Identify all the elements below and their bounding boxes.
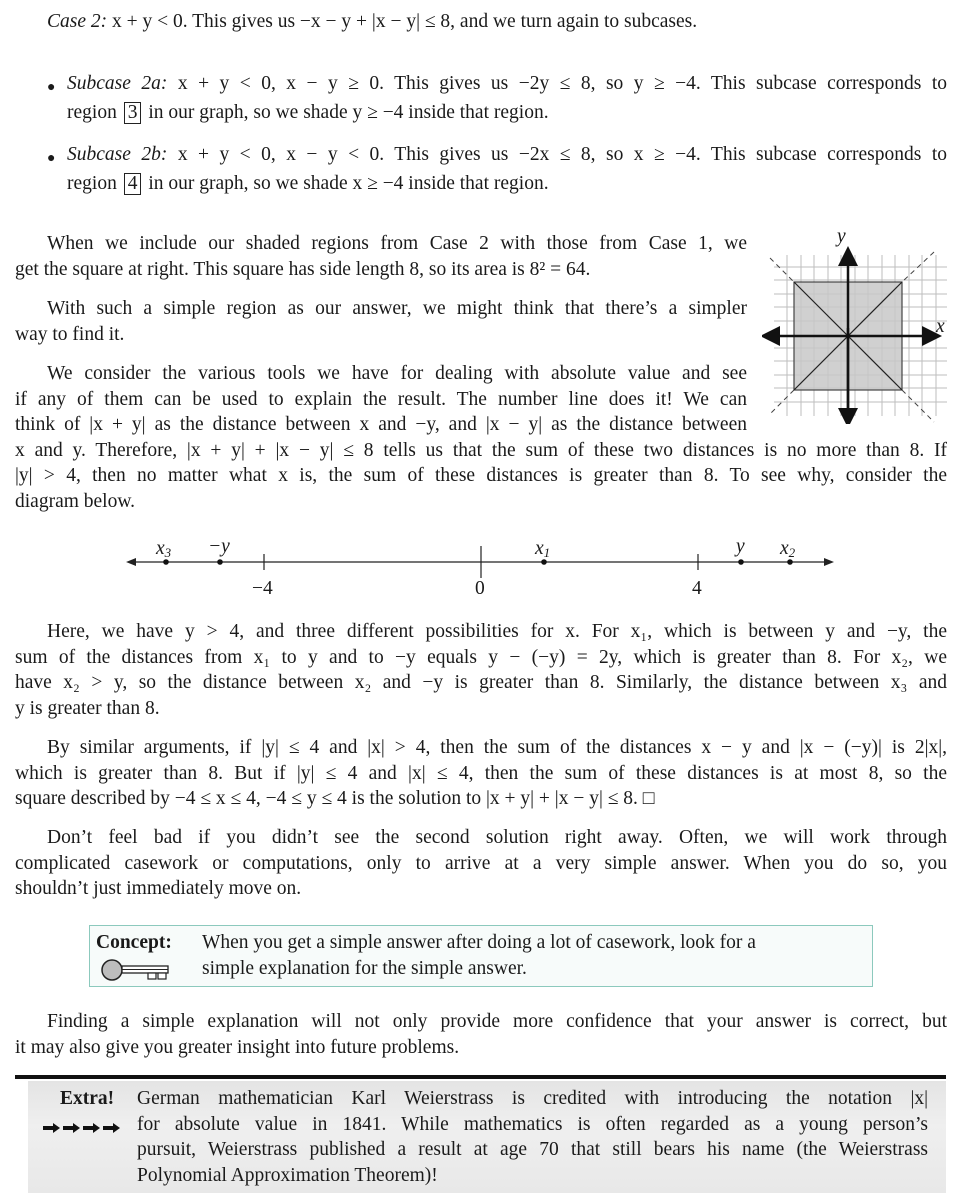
extra-line: pursuit, Weierstrass published a result at age 70 that still bears his name (the Weierstrass: [137, 1139, 928, 1160]
subcase-2a-line2: in our graph, so we shade y ≥ −4 inside that region.: [148, 101, 549, 123]
case2-label: Case 2:: [47, 11, 108, 32]
point-label-x2: $x_2$: [780, 538, 796, 560]
square-graph: [762, 228, 957, 424]
text-line: Here, we have y > 4, and three different possibilities for x. For x₁, which is between y and −y, the: [47, 621, 947, 642]
concept-text: [202, 930, 862, 981]
point-label-x1: $x_1$: [535, 538, 551, 560]
text-line: With such a simple region as our answer, we might think that there’s a simpler: [47, 298, 747, 319]
bullet-icon: ●: [47, 80, 56, 95]
text-line: have x₂ > y, so the distance between x₂ and −y is greater than 8. Similarly, the distance between x₃ and: [15, 672, 947, 693]
point-label-neg-y: −y: [208, 536, 230, 557]
text-line: if any of them can be used to explain the result. The number line does it! We can: [15, 388, 747, 410]
extra-line: Polynomial Approximation Theorem)!: [137, 1164, 438, 1186]
paragraph-simpler: [15, 296, 747, 347]
bullet-icon: ●: [47, 151, 56, 166]
square-graph-svg: [762, 228, 957, 424]
region-word: region: [67, 172, 117, 194]
extra-box: [28, 1081, 946, 1193]
subcase-2b: [67, 142, 947, 196]
key-icon: [100, 958, 172, 990]
x-axis-label: x: [936, 316, 945, 337]
tick-label: −4: [252, 578, 273, 599]
subcase-2b-line2: in our graph, so we shade x ≥ −4 inside that region.: [148, 172, 549, 194]
paragraph-square: [15, 231, 747, 282]
extra-line: German mathematician Karl Weierstrass is credited with introducing the notation |x|: [137, 1088, 928, 1109]
text-line: think of |x + y| as the distance between x and −y, and |x − y| as the distance between: [15, 414, 747, 435]
text-line: it may also give you greater insight into future problems.: [15, 1036, 460, 1058]
region-box-3: 3: [124, 102, 142, 124]
point-label-x3: $x_3$: [156, 538, 172, 560]
text-line: Don’t feel bad if you didn’t see the second solution right away. Often, we will work through: [47, 827, 947, 848]
text-line: |y| > 4, then no matter what x is, the sum of these distances is greater than 8. To see why, consider the: [15, 465, 947, 486]
paragraph-similar-arguments: [15, 735, 947, 812]
extra-text: [137, 1086, 928, 1188]
paragraph-dont-feel-bad: [15, 825, 947, 902]
subcase-2b-label: Subcase 2b:: [67, 144, 168, 165]
text-line: We consider the various tools we have for dealing with absolute value and see: [47, 363, 747, 384]
text-line: x and y. Therefore, |x + y| + |x − y| ≤ 8 tells us that the sum of these two distances is no more than 8. If: [15, 439, 947, 461]
text-line: diagram below.: [15, 490, 136, 512]
subcase-2b-line1: x + y < 0, x − y < 0. This gives us −2x ≤ 8, so x ≥ −4. This subcase corresponds to: [167, 144, 947, 165]
concept-label: Concept:: [96, 932, 172, 953]
case2-paragraph: [47, 9, 927, 35]
y-axis-label: y: [837, 226, 846, 247]
concept-line: simple explanation for the simple answer.: [202, 957, 527, 979]
text-line: way to find it.: [15, 323, 125, 345]
paragraph-finding-simple: [15, 1009, 947, 1060]
point-label-y: y: [736, 536, 745, 557]
subcase-2a-line1: x + y < 0, x − y ≥ 0. This gives us −2y ≤ 8, so y ≥ −4. This subcase corresponds to: [167, 73, 947, 94]
extra-divider: [15, 1075, 946, 1079]
text-line: complicated casework or computations, only to arrive at a very simple answer. When you do so, you: [15, 852, 947, 874]
tick-label: 4: [692, 578, 702, 599]
subcase-2a-label: Subcase 2a:: [67, 73, 168, 94]
region-word: region: [67, 101, 117, 123]
extra-label: Extra!: [60, 1088, 115, 1109]
number-line-diagram: [120, 532, 840, 602]
paragraph-three-possibilities: [15, 619, 947, 721]
tick-label: 0: [475, 578, 485, 599]
extra-line: for absolute value in 1841. While mathematics is often regarded as a young person’s: [137, 1113, 928, 1135]
concept-line: When you get a simple answer after doing a lot of casework, look for a: [202, 932, 756, 953]
case2-text: x + y < 0. This gives us −x − y + |x − y| ≤ 8, and we turn again to subcases.: [107, 11, 698, 32]
text-line: get the square at right. This square has side length 8, so its area is 8² = 64.: [15, 258, 591, 280]
text-line: Finding a simple explanation will not only provide more confidence that your answer is correct, but: [47, 1011, 947, 1032]
text-line: square described by −4 ≤ x ≤ 4, −4 ≤ y ≤ 4 is the solution to |x + y| + |x − y| ≤ 8. □: [15, 788, 655, 809]
subcase-2a: [67, 71, 947, 125]
concept-box: [89, 925, 873, 987]
text-line: y is greater than 8.: [15, 697, 160, 719]
text-line: When we include our shaded regions from Case 2 with those from Case 1, we: [47, 233, 747, 254]
arrows-icon: [43, 1116, 123, 1142]
region-box-4: 4: [124, 173, 142, 195]
text-line: which is greater than 8. But if |y| ≤ 4 and |x| ≤ 4, then the sum of these distances is at most 8, so the: [15, 762, 947, 784]
text-line: shouldn’t just immediately move on.: [15, 878, 302, 899]
text-line: sum of the distances from x₁ to y and to −y equals y − (−y) = 2y, which is greater than 8. For x₂, we: [15, 646, 947, 668]
text-line: By similar arguments, if |y| ≤ 4 and |x| > 4, then the sum of the distances x − y and |x − (−y)| is 2|x|,: [47, 737, 947, 758]
